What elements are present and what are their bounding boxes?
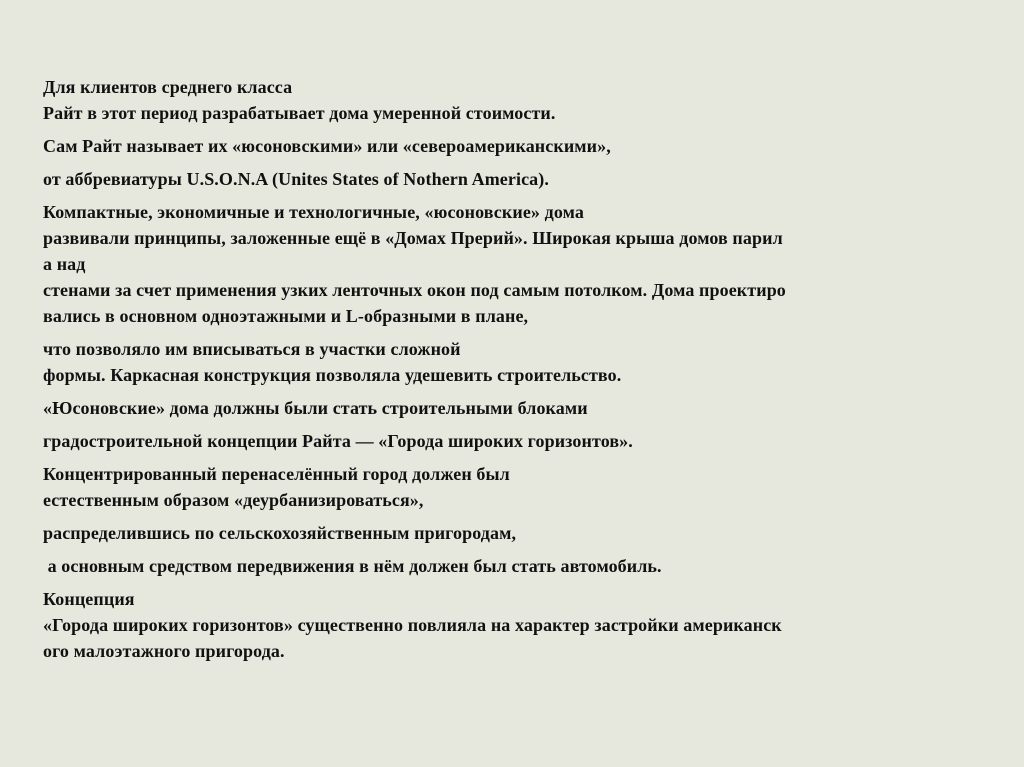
text-line: от аббревиатуры U.S.O.N.A (Unites States of Nothern America). [43,169,549,189]
paragraph [43,166,993,192]
text-line: естественным образом «деурбанизироваться», [43,490,424,510]
paragraph [43,74,993,126]
slide-text [43,74,993,671]
paragraph [43,461,993,513]
text-line: стенами за счет применения узких ленточных окон под самым потолком. Дома проектиро [43,280,786,300]
text-line: градостроительной концепции Райта — «Города широких горизонтов». [43,431,633,451]
paragraph [43,520,993,546]
text-line: Концепция [43,589,135,609]
paragraph [43,199,993,329]
text-line: Компактные, экономичные и технологичные, «юсоновские» дома [43,202,584,222]
text-line: «Юсоновские» дома должны были стать строительными блоками [43,398,588,418]
text-line: а основным средством передвижения в нём должен был стать автомобиль. [43,556,662,576]
paragraph [43,395,993,421]
paragraph [43,586,993,664]
text-line: а над [43,254,86,274]
text-line: Сам Райт называет их «юсоновскими» или «североамериканскими», [43,136,611,156]
text-line: Райт в этот период разрабатывает дома умеренной стоимости. [43,103,556,123]
text-line: распределившись по сельскохозяйственным пригородам, [43,523,517,543]
text-line: Концентрированный перенаселённый город должен был [43,464,510,484]
text-line: ого малоэтажного пригорода. [43,641,285,661]
paragraph [43,336,993,388]
text-line: вались в основном одноэтажными и L-образными в плане, [43,306,529,326]
text-line: развивали принципы, заложенные ещё в «Домах Прерий». Широкая крыша домов парил [43,228,783,248]
text-line: формы. Каркасная конструкция позволяла удешевить строительство. [43,365,622,385]
text-line: Для клиентов среднего класса [43,77,293,97]
paragraph [43,133,993,159]
paragraph [43,553,993,579]
text-line: что позволяло им вписываться в участки сложной [43,339,461,359]
paragraph [43,428,993,454]
text-line: «Города широких горизонтов» существенно повлияла на характер застройки американск [43,615,782,635]
